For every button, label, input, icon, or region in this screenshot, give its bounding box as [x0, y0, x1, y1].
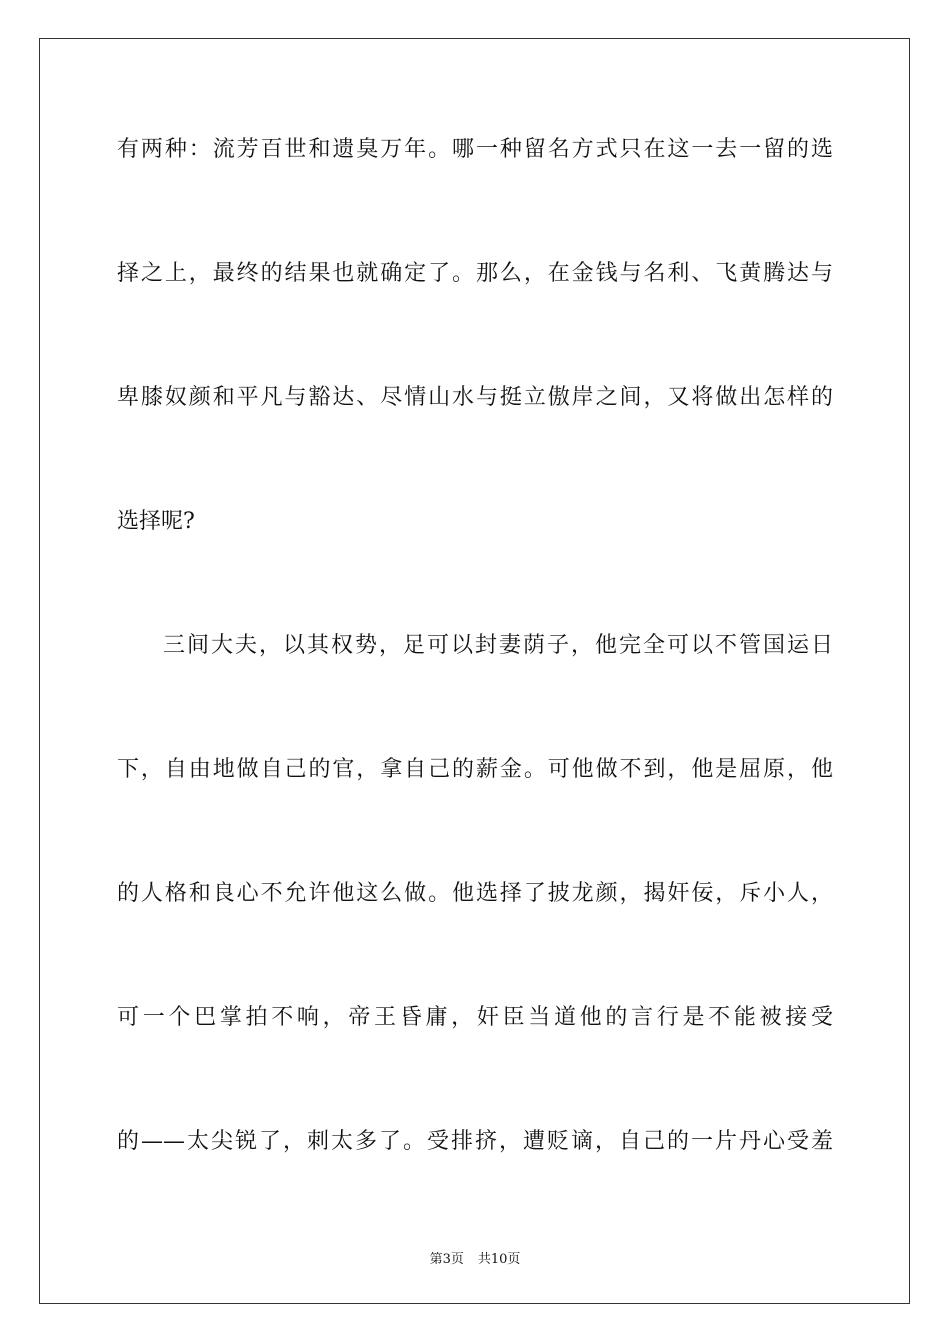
page-total: 共10页	[477, 1252, 521, 1267]
body-text-line: 下，自由地做自己的官，拿自己的薪金。可他做不到，他是屈原，他	[117, 757, 833, 782]
page-border	[39, 38, 910, 1304]
body-text-line: 的——太尖锐了，刺太多了。受排挤，遭贬谪，自己的一片丹心受羞	[117, 1129, 833, 1154]
body-text-line: 卑膝奴颜和平凡与豁达、尽情山水与挺立傲岸之间，又将做出怎样的	[117, 385, 833, 410]
page-number: 第3页	[429, 1252, 464, 1267]
page-footer	[0, 1248, 950, 1267]
paragraph-first-line: 三间大夫，以其权势，足可以封妻荫子，他完全可以不管国运日	[163, 633, 833, 658]
body-text-line: 的人格和良心不允许他这么做。他选择了披龙颜，揭奸佞，斥小人，	[117, 881, 833, 906]
body-text-line: 选择呢?	[117, 509, 195, 534]
body-text-line: 有两种：流芳百世和遗臭万年。哪一种留名方式只在这一去一留的选	[117, 137, 833, 162]
body-text-line: 择之上，最终的结果也就确定了。那么，在金钱与名利、飞黄腾达与	[117, 261, 833, 286]
body-text-line: 可一个巴掌拍不响，帝王昏庸，奸臣当道他的言行是不能被接受	[117, 1005, 833, 1030]
